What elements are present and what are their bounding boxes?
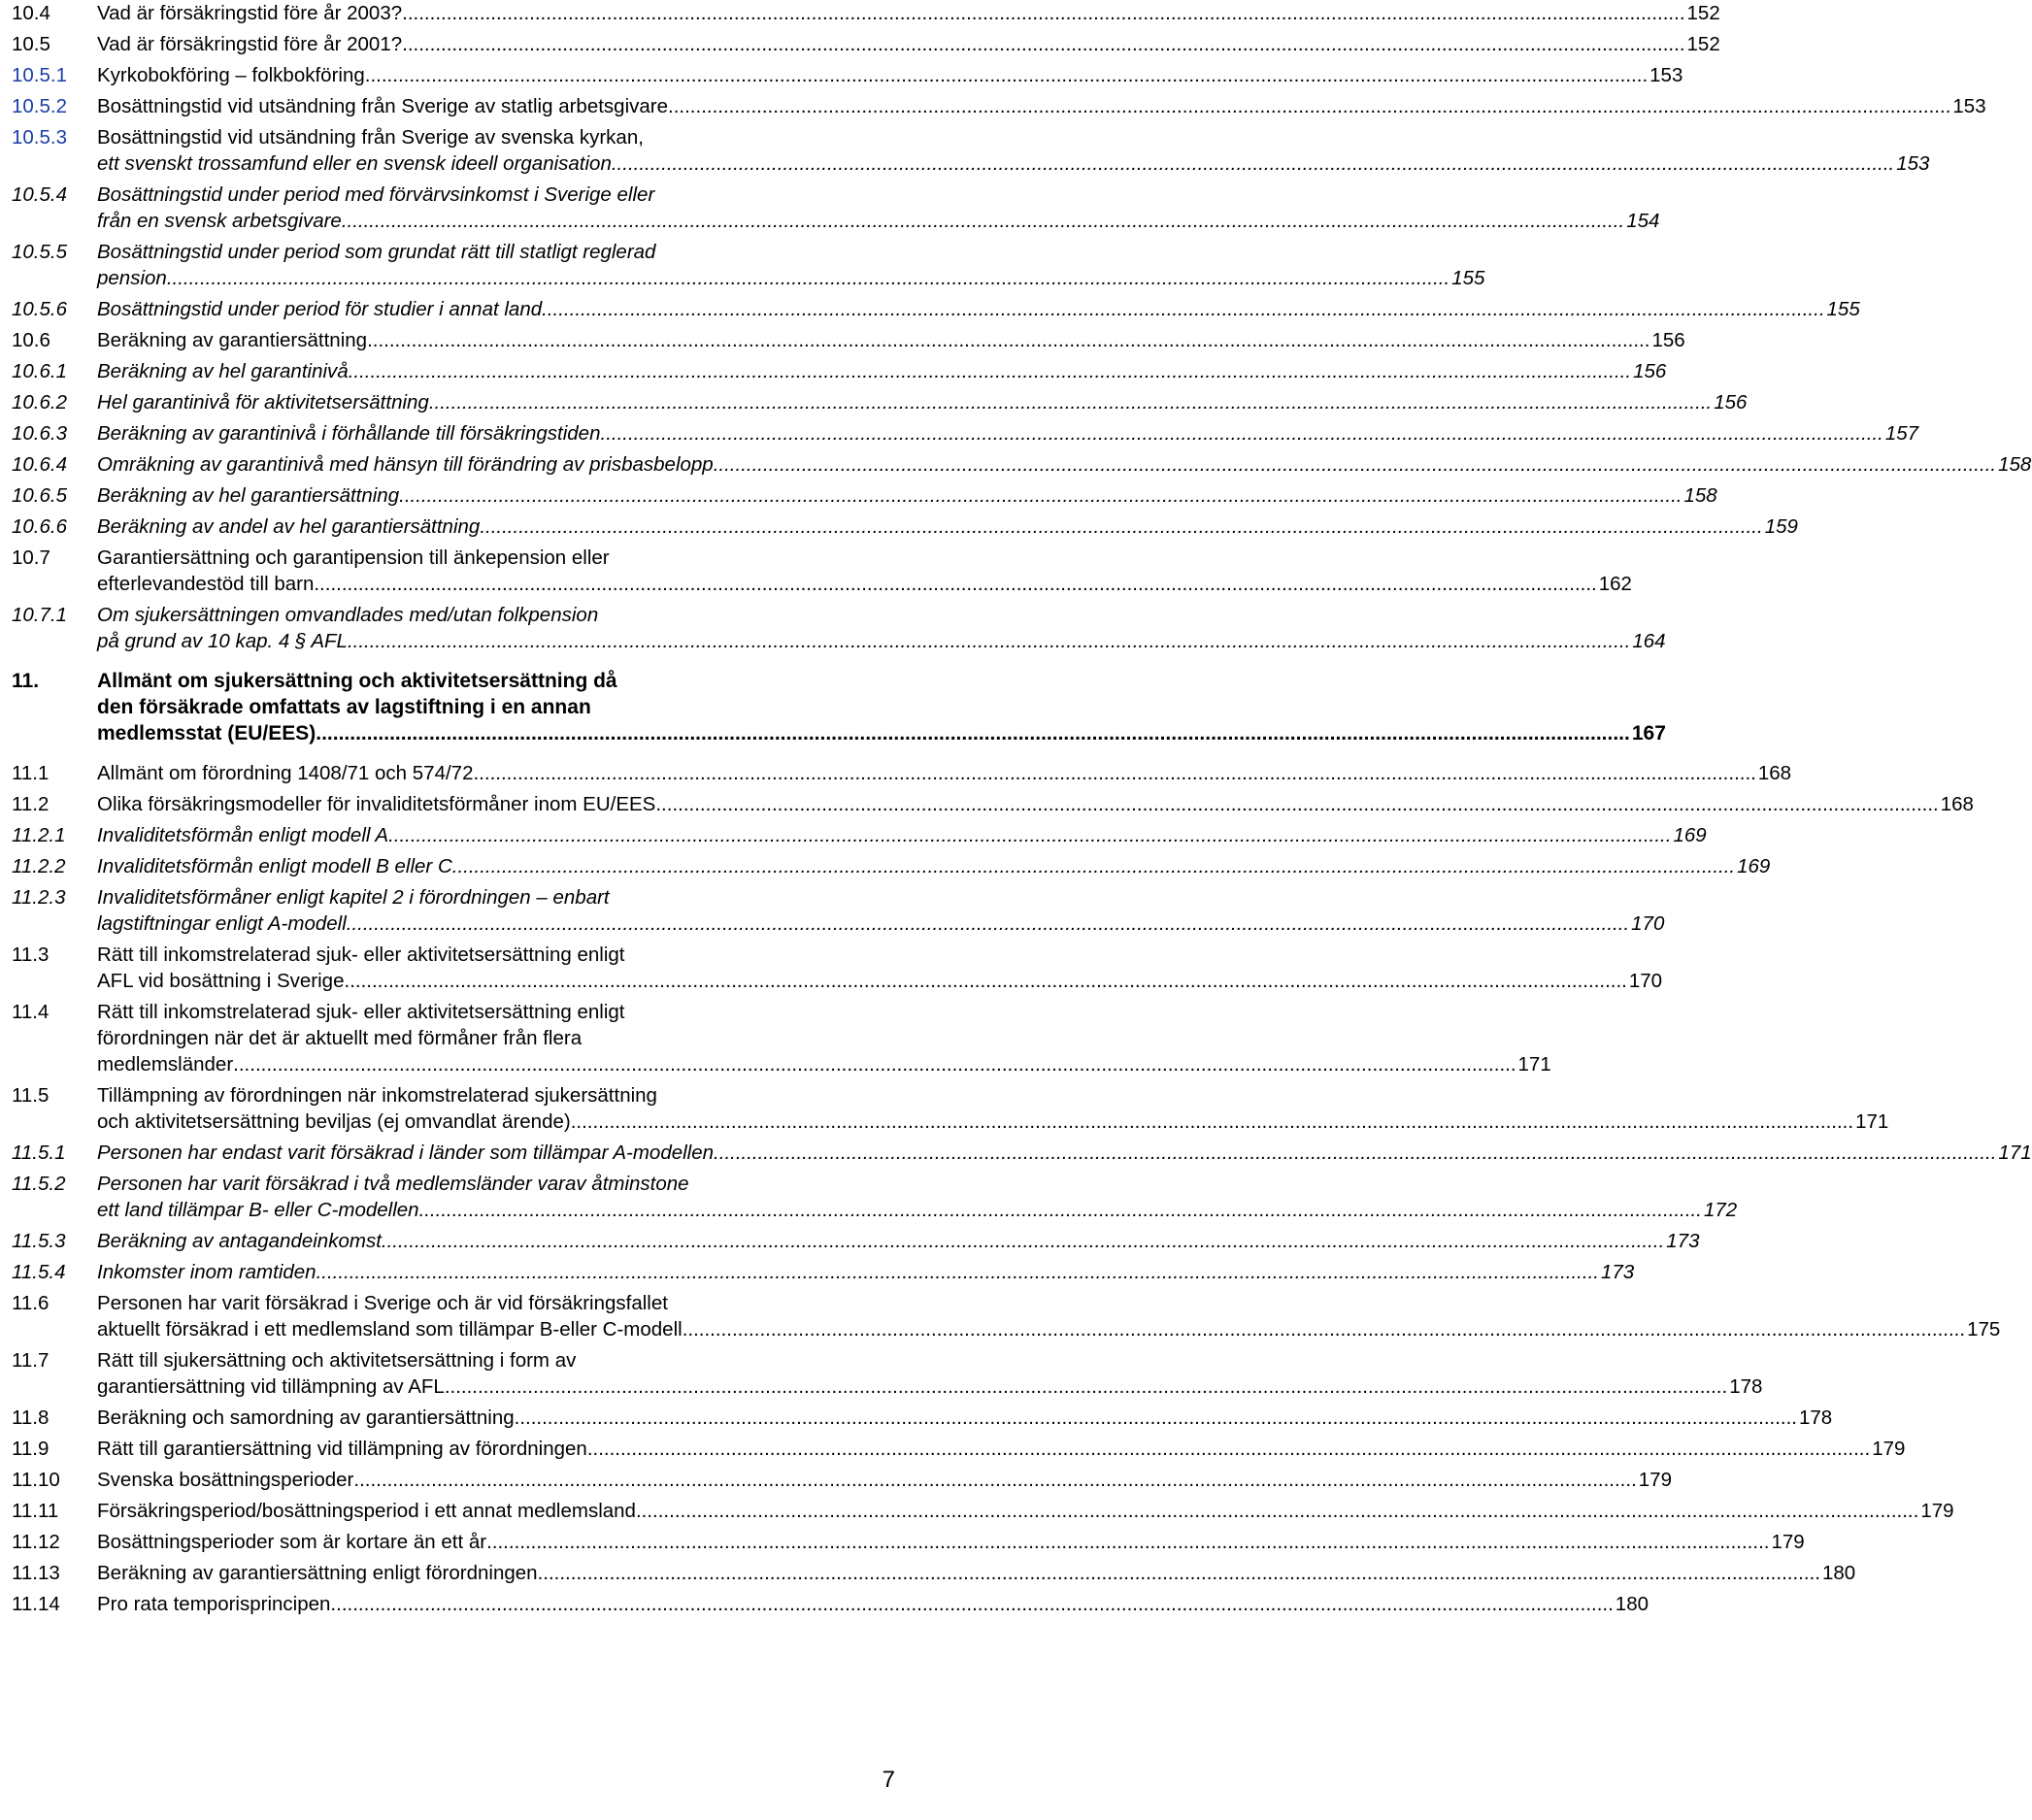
toc-entry-number: 11.1 <box>12 762 50 784</box>
toc-entry-title-line: Bosättningstid under period som grundat rätt till statligt reglerad <box>97 241 656 263</box>
toc-entry[interactable] <box>12 124 1930 177</box>
toc-entry-page: 159 <box>1764 515 1798 538</box>
toc-entry-title <box>97 942 1662 994</box>
toc-entry-title <box>97 0 1720 26</box>
toc-entry-title-line: den försäkrade omfattats av lagstiftning i en annan <box>97 696 591 718</box>
toc-entry-title <box>97 1529 1805 1555</box>
toc-entry-number: 10.6.6 <box>12 515 67 538</box>
toc-entry-title-line: Garantiersättning och garantipension till änkepension eller <box>97 546 610 569</box>
dot-leader <box>429 389 1712 415</box>
dot-leader <box>342 208 1624 234</box>
toc-entry-title <box>97 853 1770 879</box>
dot-leader <box>542 296 1824 322</box>
toc-entry-title <box>97 822 1707 848</box>
dot-leader <box>365 62 1648 88</box>
toc-entry[interactable] <box>12 760 1792 786</box>
toc-entry-page: 173 <box>1666 1230 1700 1252</box>
toc-entry-page: 153 <box>1952 95 1986 117</box>
toc-entry-number: 10.6.1 <box>12 360 67 382</box>
toc-entry-title <box>97 791 1974 817</box>
dot-leader <box>452 853 1735 879</box>
toc-entry-title <box>97 1591 1649 1617</box>
toc-entry-page: 179 <box>1771 1531 1805 1553</box>
dot-leader <box>316 720 1630 746</box>
dot-leader <box>316 1259 1599 1285</box>
toc-entry-number: 11.5.2 <box>12 1173 66 1195</box>
dot-leader <box>419 1197 1702 1223</box>
toc-entry-title-line: Kyrkobokföring – folkbokföring <box>97 64 365 86</box>
toc-entry-title <box>97 760 1791 786</box>
toc-entry-number: 10.5.3 <box>12 126 67 149</box>
toc-entry-number: 10.7.1 <box>12 604 67 626</box>
toc-entry[interactable] <box>12 62 1683 88</box>
toc-entry-page: 156 <box>1633 360 1667 382</box>
toc-entry-title <box>97 1290 2000 1342</box>
toc-entry-page: 153 <box>1896 152 1930 175</box>
toc-entry-page: 171 <box>1998 1142 2032 1164</box>
toc-entry-title-line: efterlevandestöd till barn <box>97 573 315 595</box>
toc-entry-title <box>97 182 1659 234</box>
toc-entry-title-line: Beräkning av garantiersättning enligt förordningen <box>97 1562 538 1584</box>
toc-entry-title <box>97 482 1717 509</box>
toc-entry-number: 11.5.1 <box>12 1142 66 1164</box>
toc-entry-title <box>97 1171 1737 1223</box>
toc-entry-title-line: Hel garantinivå för aktivitetsersättning <box>97 391 429 414</box>
toc-entry-page: 179 <box>1638 1469 1672 1491</box>
toc-entry-page: 179 <box>1872 1438 1906 1460</box>
dot-leader <box>347 910 1629 937</box>
toc-entry-title <box>97 358 1666 384</box>
dot-leader <box>402 31 1684 57</box>
toc-entry-title-line: Tillämpning av förordningen när inkomstrelaterad sjukersättning <box>97 1084 657 1107</box>
toc-entry-number: 11.9 <box>12 1438 50 1460</box>
toc-entry-page: 180 <box>1821 1562 1856 1584</box>
toc-entry-number: 10.5.2 <box>12 95 67 117</box>
toc-entry-number: 11.12 <box>12 1531 60 1553</box>
dot-leader <box>345 968 1627 994</box>
dot-leader <box>399 482 1682 509</box>
toc-entry-title-line: Svenska bosättningsperioder <box>97 1469 354 1491</box>
dot-leader <box>587 1436 1870 1462</box>
toc-entry-title-line: Beräkning av andel av hel garantiersättning <box>97 515 481 538</box>
dot-leader <box>473 760 1755 786</box>
dot-leader <box>668 93 1950 119</box>
toc-entry-title-line: Beräkning av antagandeinkomst <box>97 1230 382 1252</box>
dot-leader <box>388 822 1671 848</box>
toc-entry-title-line: Rätt till garantiersättning vid tillämpning av förordningen <box>97 1438 587 1460</box>
toc-entry[interactable] <box>12 999 1551 1077</box>
toc-entry-number: 10.6.5 <box>12 484 67 507</box>
toc-entry[interactable] <box>12 602 1666 654</box>
toc-entry-title-line: Bosättningstid vid utsändning från Sverige av statlig arbetsgivare <box>97 95 669 117</box>
toc-entry-number: 11.8 <box>12 1406 50 1429</box>
toc-entry-title-line: Personen har endast varit försäkrad i länder som tillämpar A-modellen <box>97 1142 715 1164</box>
toc-entry-title <box>97 1467 1672 1493</box>
toc-entry-title <box>97 1498 1954 1524</box>
toc-entry-title <box>97 1140 2032 1166</box>
toc-entry-title-line: Personen har varit försäkrad i två medlemsländer varav åtminstone <box>97 1173 689 1195</box>
toc-entry[interactable] <box>12 31 1720 57</box>
toc-entry[interactable] <box>12 853 1771 879</box>
dot-leader <box>515 1405 1797 1431</box>
toc-entry-title-line: AFL vid bosättning i Sverige <box>97 970 345 992</box>
dot-leader <box>612 150 1894 177</box>
toc-entry-title-line: medlemsländer <box>97 1053 234 1075</box>
toc-entry[interactable] <box>12 942 1663 994</box>
dot-leader <box>330 1591 1613 1617</box>
toc-entry[interactable] <box>12 1591 1649 1617</box>
toc-entry-page: 154 <box>1626 210 1660 232</box>
toc-entry-title-line: garantiersättning vid tillämpning av AFL <box>97 1375 445 1398</box>
toc-entry-title-line: Invaliditetsförmån enligt modell A <box>97 824 389 846</box>
toc-entry-title <box>97 239 1484 291</box>
toc-entry[interactable] <box>12 389 1748 415</box>
toc-entry-title-line: Allmänt om förordning 1408/71 och 574/72 <box>97 762 474 784</box>
toc-entry-title-line: Beräkning av hel garantinivå <box>97 360 349 382</box>
toc-entry[interactable] <box>12 420 1919 447</box>
toc-entry[interactable] <box>12 884 1665 937</box>
toc-entry-number: 10.7 <box>12 546 50 569</box>
toc-entry-page: 158 <box>1683 484 1717 507</box>
toc-entry-page: 172 <box>1703 1199 1738 1221</box>
toc-entry-number: 11.5.3 <box>12 1230 66 1252</box>
toc-entry[interactable] <box>12 513 1798 540</box>
toc-entry[interactable] <box>12 358 1667 384</box>
toc-entry-title-line: pension <box>97 267 167 289</box>
toc-entry[interactable] <box>12 1347 1763 1400</box>
toc-entry-number: 11.14 <box>12 1593 60 1615</box>
dot-leader <box>486 1529 1769 1555</box>
toc-entry-title-line: ett land tillämpar B- eller C-modellen <box>97 1199 419 1221</box>
toc-entry[interactable] <box>12 1171 1738 1223</box>
toc-entry-title-line: Rätt till inkomstrelaterad sjuk- eller aktivitetsersättning enligt <box>97 1001 625 1023</box>
toc-entry-title-line: Rätt till sjukersättning och aktivitetsersättning i form av <box>97 1349 577 1372</box>
toc-entry-title <box>97 451 2031 478</box>
toc-entry-page: 155 <box>1451 267 1485 289</box>
toc-entry[interactable] <box>12 1290 2001 1342</box>
toc-entry[interactable] <box>12 296 1860 322</box>
dot-leader <box>480 513 1762 540</box>
toc-entry-title <box>97 31 1720 57</box>
dot-leader <box>314 571 1596 597</box>
toc-entry-title-line: lagstiftningar enligt A-modell <box>97 912 347 935</box>
toc-entry-title <box>97 93 1986 119</box>
toc-entry-title <box>97 1082 1888 1135</box>
toc-entry[interactable] <box>12 822 1707 848</box>
toc-entry-title-line: Bosättningstid vid utsändning från Sverige av svenska kyrkan, <box>97 126 644 149</box>
toc-entry[interactable] <box>12 1436 1906 1462</box>
toc-entry-number: 10.6.2 <box>12 391 67 414</box>
dot-leader <box>353 1467 1636 1493</box>
toc-entry-title <box>97 62 1682 88</box>
toc-entry-page: 155 <box>1826 298 1860 320</box>
toc-entry-title-line: Beräkning av garantinivå i förhållande till försäkringstiden <box>97 422 601 445</box>
dot-leader <box>349 358 1631 384</box>
toc-entry-page: 167 <box>1631 722 1666 745</box>
toc-entry-title-line: Försäkringsperiod/bosättningsperiod i ett annat medlemsland <box>97 1500 636 1522</box>
toc-entry-number: 11.10 <box>12 1469 60 1491</box>
toc-entry-page: 178 <box>1729 1375 1763 1398</box>
toc-entry-page: 168 <box>1940 793 1974 815</box>
toc-entry-number: 11.2.1 <box>12 824 66 846</box>
toc-entry-title <box>97 545 1632 597</box>
toc-entry-title-line: Beräkning av hel garantiersättning <box>97 484 400 507</box>
toc-entry[interactable] <box>12 239 1485 291</box>
dot-leader <box>714 1140 1996 1166</box>
toc-entry-page: 171 <box>1855 1110 1889 1133</box>
toc-entry-page: 169 <box>1673 824 1707 846</box>
page-number: 7 <box>882 1767 895 1793</box>
toc-entry-title-line: på grund av 10 kap. 4 § AFL <box>97 630 348 652</box>
toc-entry-title <box>97 124 1929 177</box>
toc-entry[interactable] <box>12 1228 1700 1254</box>
toc-entry[interactable] <box>12 1259 1635 1285</box>
dot-leader <box>601 420 1883 447</box>
dot-leader <box>571 1109 1853 1135</box>
toc-entry-number: 11.5 <box>12 1084 50 1107</box>
toc-entry-page: 152 <box>1686 2 1720 24</box>
dot-leader <box>367 327 1649 353</box>
toc-entry-number: 10.5.6 <box>12 298 67 320</box>
toc-entry-page: 178 <box>1799 1406 1833 1429</box>
toc-entry[interactable] <box>12 0 1720 26</box>
toc-entry-title <box>97 1405 1832 1431</box>
toc-entry-number: 11.5.4 <box>12 1261 66 1283</box>
toc-entry-title-line: Beräkning av garantiersättning <box>97 329 368 351</box>
toc-entry-number: 11.2.3 <box>12 886 66 909</box>
toc-entry[interactable] <box>12 1140 2032 1166</box>
toc-entry-title-line: Vad är försäkringstid före år 2003? <box>97 2 403 24</box>
toc-entry[interactable] <box>12 1498 1954 1524</box>
toc-entry-title-line: Personen har varit försäkrad i Sverige och är vid försäkringsfallet <box>97 1292 668 1314</box>
toc-entry[interactable] <box>12 451 2032 478</box>
dot-leader <box>402 0 1684 26</box>
dot-leader <box>683 1316 1965 1342</box>
toc-entry-page: 169 <box>1737 855 1771 877</box>
toc-entry-number: 10.6.3 <box>12 422 67 445</box>
toc-entry-title-line: Olika försäkringsmodeller för invaliditetsförmåner inom EU/EES <box>97 793 656 815</box>
toc-entry-title <box>97 327 1685 353</box>
toc-entry-title-line: Bosättningstid under period med förvärvsinkomst i Sverige eller <box>97 183 655 206</box>
dot-leader <box>348 628 1630 654</box>
toc-entry-number: 11.4 <box>12 1001 50 1023</box>
toc-entry-page: 158 <box>1998 453 2032 476</box>
dot-leader <box>655 791 1938 817</box>
toc-entry-title <box>97 999 1551 1077</box>
toc-entry[interactable] <box>12 1467 1672 1493</box>
dot-leader <box>233 1051 1516 1077</box>
toc-entry-number: 10.5 <box>12 33 50 55</box>
dot-leader <box>445 1373 1727 1400</box>
toc-entry[interactable] <box>12 1082 1889 1135</box>
dot-leader <box>538 1560 1820 1586</box>
toc-entry-title-line: Invaliditetsförmån enligt modell B eller C <box>97 855 452 877</box>
toc-entry-title <box>97 1560 1855 1586</box>
toc-entry-title-line: Bosättningstid under period för studier i annat land <box>97 298 543 320</box>
dot-leader <box>636 1498 1918 1524</box>
toc-entry[interactable] <box>12 1405 1833 1431</box>
toc-entry-page: 175 <box>1967 1318 2001 1340</box>
toc-entry-page: 180 <box>1615 1593 1649 1615</box>
toc-entry-number: 10.6 <box>12 329 50 351</box>
toc-entry-title <box>97 602 1666 654</box>
toc-entry-number: 11.11 <box>12 1500 59 1522</box>
toc-entry-title <box>97 1436 1905 1462</box>
toc-entry-number: 10.5.5 <box>12 241 67 263</box>
toc-entry-number: 11.6 <box>12 1292 50 1314</box>
toc-entry-number: 10.5.1 <box>12 64 67 86</box>
toc-entry-title-line: och aktivitetsersättning beviljas (ej omvandlat ärende) <box>97 1110 571 1133</box>
toc-entry-number: 11.13 <box>12 1562 60 1584</box>
toc-entry-number: 10.6.4 <box>12 453 67 476</box>
toc-entry[interactable] <box>12 93 1986 119</box>
toc-entry-title-line: aktuellt försäkrad i ett medlemsland som tillämpar B-eller C-modell <box>97 1318 683 1340</box>
toc-entry-number: 10.4 <box>12 2 50 24</box>
toc-entry-title-line: Inkomster inom ramtiden <box>97 1261 316 1283</box>
toc-entry-number: 11.2 <box>12 793 50 815</box>
toc-entry-number: 10.5.4 <box>12 183 67 206</box>
dot-leader <box>714 451 1996 478</box>
toc-entry-title-line: medlemsstat (EU/EES) <box>97 722 316 745</box>
toc-entry-title-line: Beräkning och samordning av garantiersättning <box>97 1406 515 1429</box>
toc-entry-number: 11. <box>12 670 40 692</box>
toc-entry-number: 11.3 <box>12 943 50 966</box>
toc-entry[interactable] <box>12 1560 1856 1586</box>
toc-entry-title <box>97 296 1860 322</box>
toc-entry-title <box>97 420 1918 447</box>
toc-entry-title <box>97 513 1798 540</box>
toc-entry-page: 162 <box>1598 573 1632 595</box>
toc-entry-page: 170 <box>1631 912 1665 935</box>
toc-entry-page: 153 <box>1649 64 1683 86</box>
toc-entry-title-line: ett svenskt trossamfund eller en svensk ideell organisation <box>97 152 612 175</box>
toc-entry-title <box>97 1347 1762 1400</box>
toc-entry-page: 156 <box>1651 329 1685 351</box>
toc-entry-page: 171 <box>1517 1053 1551 1075</box>
dot-leader <box>382 1228 1664 1254</box>
toc-entry[interactable] <box>12 545 1632 597</box>
toc-entry-title-line: från en svensk arbetsgivare <box>97 210 342 232</box>
toc-entry[interactable] <box>12 327 1685 353</box>
toc-entry-page: 170 <box>1628 970 1663 992</box>
toc-entry-title-line: Bosättningsperioder som är kortare än ett år <box>97 1531 487 1553</box>
toc-entry-title <box>97 1259 1634 1285</box>
toc-entry-title <box>97 1228 1699 1254</box>
toc-entry-title <box>97 668 1666 746</box>
toc-entry[interactable] <box>12 668 1666 746</box>
toc-entry-title-line: Invaliditetsförmåner enligt kapitel 2 i förordningen – enbart <box>97 886 610 909</box>
toc-entry-title <box>97 389 1747 415</box>
toc-entry-title <box>97 884 1664 937</box>
toc-entry-page: 168 <box>1757 762 1792 784</box>
toc-entry-title-line: förordningen när det är aktuellt med förmåner från flera <box>97 1027 583 1049</box>
toc-entry[interactable] <box>12 182 1660 234</box>
toc-entry-page: 156 <box>1714 391 1748 414</box>
toc-entry-number: 11.2.2 <box>12 855 66 877</box>
toc-entry[interactable] <box>12 482 1717 509</box>
dot-leader <box>167 265 1449 291</box>
toc-entry-page: 179 <box>1920 1500 1954 1522</box>
table-of-contents <box>12 0 2032 1622</box>
toc-entry-title-line: Om sjukersättningen omvandlades med/utan folkpension <box>97 604 599 626</box>
toc-entry-title-line: Allmänt om sjukersättning och aktivitetsersättning då <box>97 670 617 692</box>
toc-entry-page: 152 <box>1686 33 1720 55</box>
toc-entry-number: 11.7 <box>12 1349 50 1372</box>
toc-entry-title-line: Rätt till inkomstrelaterad sjuk- eller aktivitetsersättning enligt <box>97 943 625 966</box>
toc-entry-page: 164 <box>1632 630 1666 652</box>
toc-entry[interactable] <box>12 791 1974 817</box>
toc-entry-title-line: Omräkning av garantinivå med hänsyn till förändring av prisbasbelopp <box>97 453 714 476</box>
toc-entry-page: 157 <box>1884 422 1919 445</box>
toc-entry-page: 173 <box>1600 1261 1635 1283</box>
toc-entry[interactable] <box>12 1529 1805 1555</box>
toc-entry-title-line: Vad är försäkringstid före år 2001? <box>97 33 403 55</box>
toc-entry-title-line: Pro rata temporisprincipen <box>97 1593 331 1615</box>
